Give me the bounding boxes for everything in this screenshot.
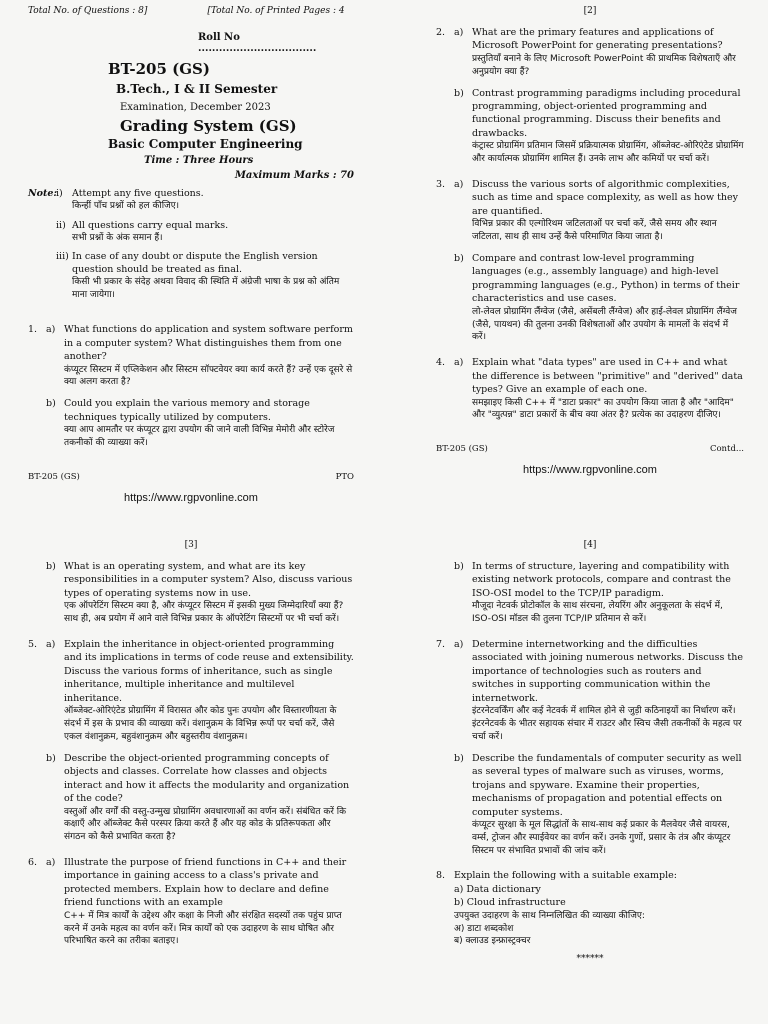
question-number: 6. [28,856,38,868]
question-text: Describe the object-oriented programming concepts of objects and classes. Correlate how classes and objects interact and how it affects the modularity and organization of the code? [64,752,350,805]
page-1 [0,0,384,512]
note-item: i) Attempt any five questions. किन्हीं पाँच प्रश्नों को हल कीजिए। [56,188,204,212]
part-label: b) [46,752,56,764]
question-text: Illustrate the purpose of friend functions in C++ and their importance in gaining access to a class's private and protected members. Explain how to declare and define friend functions with an example [64,856,347,909]
exam-session: Examination, December 2023 [120,102,271,113]
page-number: [4] [583,540,597,550]
question-text-hindi: एक ऑपरेटिंग सिस्टम क्या है, और कंप्यूटर सिस्टम में इसकी मुख्य जिम्मेदारियाँ क्या हैं? साथ ही, अब प्रयोग में आने वाले विभिन्न प्रकार के ऑपरेटिंग सिस्टमों पर भी चर्चा करें। [64,601,344,625]
question-text: Compare and contrast low-level programming languages (e.g., assembly language) and high-level programming languages (e.g., Python) in terms of their characteristics and use cases. [472,252,740,305]
note-text: All questions carry equal marks. [72,219,229,231]
subject-title: Basic Computer Engineering [108,137,303,151]
part-label: b) [46,398,56,410]
total-pages: [Total No. of Printed Pages : 4 [207,6,345,16]
page-header-line [28,6,354,16]
question-text-hindi: प्रस्तुतियाँ बनाने के लिए Microsoft PowerPoint की प्राथमिक विशेषताएँ और अनुप्रयोग क्या हैं? [472,53,736,77]
footer-contd: Contd... [709,444,744,455]
page-4 [384,512,768,1024]
page-3 [0,512,384,1024]
question-text: Contrast programming paradigms including procedural programming, object-oriented programming and functional programming. Discuss their benefits and drawbacks. [472,87,741,139]
website-url[interactable]: https://www.rgpvonline.com [523,464,657,477]
part-label: b) [46,561,56,572]
question-text-hindi: इंटरनेटवर्किंग और कई नेटवर्क में शामिल होने से जुड़ी कठिनाइयों का निर्धारण करें। इंटरनेटवर्क के भीतर सहायक संचार में राउटर और स्विच जैसी तकनीकों के महत्व पर चर्चा करें। [472,706,742,742]
question-1 [28,323,354,449]
question-text: What is an operating system, and what are its key responsibilities in a computer system? Also, discuss various types of operating systems now in use. [64,561,353,599]
question-5 [28,638,354,844]
question-text: In terms of structure, layering and compatibility with existing network protocols, compare and contrast the ISO-OSI model to the TCP/IP paradigm. [472,561,731,599]
note-text-hindi: किसी भी प्रकार के संदेह अथवा विवाद की स्थिति में अंग्रेजी भाषा के प्रश्न को अंतिम माना जायेगा। [72,277,340,300]
footer-pto: PTO [335,471,354,482]
grading-system: Grading System (GS) [120,117,297,135]
part-label: a) [46,856,56,868]
question-number: 1. [28,324,38,336]
website-url[interactable]: https://www.rgpvonline.com [124,491,258,504]
maximum-marks: Maximum Marks : 70 [234,170,354,181]
list-item: b) Cloud infrastructure [454,897,566,909]
question-text-hindi: C++ में मित्र कार्यों के उद्देश्य और कक्षा के निजी और संरक्षित सदस्यों तक पहुंच प्राप्त करने में उनके महत्व का वर्णन करें। मित्र कार्यों को एक उदाहरण के साथ घोषित और परिभाषित करने का तरीका बताइए। [64,910,342,947]
page-number: [2] [583,6,597,16]
question-text-hindi: कंट्रास्ट प्रोग्रामिंग प्रतिमान जिसमें प्रक्रियात्मक प्रोग्रामिंग, ऑब्जेक्ट-ओरिएंटेड प्रोग्रामिंग और कार्यात्मक प्रोग्रामिंग शामिल हैं। उनके लाभ और कमियों पर चर्चा करें। [472,141,744,165]
page-footer [436,444,744,454]
question-text: Explain what "data types" are used in C++ and what the difference is between "primitive" and "derived" data types? Give an example of each one. [472,357,743,396]
note-label: Note: [28,188,57,199]
part-label: a) [454,357,464,369]
part-label: a) [46,638,56,650]
item-list [454,883,744,910]
question-text-hindi: मौजूदा नेटवर्क प्रोटोकॉल के साथ संरचना, लेयरिंग और अनुकूलता के संदर्भ में, ISO-OSI मॉडल की तुलना TCP/IP प्रतिमान से करें। [472,601,723,625]
question-7 [436,638,744,857]
question-text-hindi: ऑब्जेक्ट-ओरिएंटेड प्रोग्रामिंग में विरासत और कोड पुनः उपयोग और विस्तारणीयता के संदर्भ में इस के प्रभाव की व्याख्या करें। वंशानुक्रम के विभिन्न रूपों पर चर्चा करें, जैसे एकल वंशानुक्रम, बहुवंशानुक्रम और बहुस्तरीय वंशानुक्रम। [64,706,337,742]
question-text-hindi: कंप्यूटर सिस्टम में एप्लिकेशन और सिस्टम सॉफ्टवेयर क्या कार्य करते हैं? उन्हें एक दूसरे से क्या अलग करता है? [64,364,353,388]
course-name: B.Tech., I & II Semester [116,82,278,96]
question-number: 2. [436,27,446,38]
question-text: What functions do application and system software perform in a computer system? What distinguishes them from one another? [64,324,353,363]
paper-code: BT-205 (GS) [108,60,210,78]
part-label: a) [46,324,56,336]
question-number: 8. [436,870,446,882]
question-text-hindi: समझाइए किसी C++ में "डाटा प्रकार" का उपयोग किया जाता है और "आदिम" और "व्युत्पन्न" डाटा प्रकारों के बीच क्या अंतर है? प्रत्येक का उदाहरण दीजिए। [472,397,734,421]
question-text-hindi: उपयुक्त उदाहरण के साथ निम्नलिखित की व्याख्या कीजिए: [454,910,645,921]
instructions [28,187,354,301]
list-item: a) Data dictionary [454,883,541,895]
question-text-hindi: लो-लेवल प्रोग्रामिंग लैंग्वेज (जैसे, असेंबली लैंग्वेज) और हाई-लेवल प्रोग्रामिंग लैंग्वेज (जैसे, पायथन) की तुलना उनकी विशेषताओं और उपयोग के मामलों के संदर्भ में करें। [472,306,737,343]
part-label: a) [454,27,464,38]
question-text: Explain the inheritance in object-oriented programming and its implications in terms of code reuse and extensibility. Discuss the various forms of inheritance, such as single inheritance, multiple inheritance and multilevel inheritance. [64,638,354,704]
question-text-hindi: क्या आप आमतौर पर कंप्यूटर द्वारा उपयोग की जाने वाली विभिन्न मेमोरी और स्टोरेज तकनीकों की व्याख्या करें। [64,425,335,448]
roll-number-field: Roll No .................................. [198,32,317,54]
note-item: ii) All questions carry equal marks. सभी प्रश्नों के अंक समान हैं। [56,219,354,245]
question-number: 7. [436,638,446,650]
question-text: Could you explain the various memory and storage techniques typically utilized by computers. [64,398,310,423]
question-text: Describe the fundamentals of computer security as well as several types of malware such as viruses, worms, trojans and spyware. Examine their properties, mechanisms of propagation and potential effects on computer systems. [472,752,742,818]
part-label: a) [454,638,464,650]
page-2 [384,0,768,512]
end-marker: ****** [576,954,604,965]
footer-code: BT-205 (GS) [436,444,488,455]
page-footer [28,472,354,482]
part-label: b) [454,87,464,99]
question-2 [436,26,744,166]
question-number: 3. [436,178,446,190]
question-text: Determine internetworking and the difficulties associated with joining numerous networks. Discuss the importance of technologies such as routers and switches in supporting communication within the internetwork. [472,638,743,704]
part-label: b) [454,752,464,764]
question-text: What are the primary features and applications of Microsoft PowerPoint for generating presentations? [472,27,723,52]
note-text: Attempt any five questions. [72,188,204,199]
footer-code: BT-205 (GS) [28,471,80,482]
question-4 [436,356,744,422]
question-text-hindi: कंप्यूटर सुरक्षा के मूल सिद्धांतों के साथ-साथ कई प्रकार के मैलवेयर जैसे वायरस, वर्म्स, ट्रोजन और स्पाईवेयर का वर्णन करें। उनके गुणों, प्रसार के तंत्र और कंप्यूटर सिस्टम पर संभावित प्रभावों की जांच करें। [472,820,731,856]
question-6 [28,856,354,948]
question-number: 4. [436,357,446,369]
question-text: Explain the following with a suitable example: [454,870,677,882]
part-label: b) [454,561,464,572]
note-text-hindi: सभी प्रश्नों के अंक समान हैं। [72,232,163,243]
question-text: Discuss the various sorts of algorithmic complexities, such as time and space complexity, as well as how they are quantified. [472,178,739,217]
part-label: b) [454,252,464,264]
list-item-hindi: ब) क्लाउड इन्फ्रास्ट्रक्चर [454,936,531,947]
question-8 [436,869,744,948]
exam-header [108,60,354,166]
question-text-hindi: वस्तुओं और वर्गों की वस्तु-उन्मुख प्रोग्रामिंग अवधारणाओं का वर्णन करें। संबंधित करें कि कक्षाएँ और ऑब्जेक्ट कैसे परस्पर क्रिया करते हैं और यह कोड के प्रतिरूपकता और संगठन को कैसे प्रभावित करता है? [64,806,347,843]
note-item: iii) In case of any doubt or dispute the English version question should be treated as final. किसी भी प्रकार के संदेह अथवा विवाद की स्थिति में अंग्रेजी भाषा के प्रश्न को अंतिम माना जायेगा। [56,250,354,301]
list-item-hindi: अ) डाटा शब्दकोश [454,923,514,934]
question-6b [436,560,744,626]
total-questions: Total No. of Questions : 8] [28,6,148,16]
question-4b [28,560,354,626]
question-number: 5. [28,638,38,650]
page-number: [3] [184,540,198,550]
question-text-hindi: विभिन्न प्रकार की एल्गोरिथम जटिलताओं पर चर्चा करें, जैसे समय और स्थान जटिलता, साथ ही साथ उन्हें कैसे परिमाणित किया जाता है। [472,219,717,243]
exam-duration: Time : Three Hours [144,155,254,166]
question-3 [436,178,744,344]
note-text: In case of any doubt or dispute the English version question should be treated as final. [72,251,318,276]
note-text-hindi: किन्हीं पाँच प्रश्नों को हल कीजिए। [72,201,180,212]
part-label: a) [454,178,464,190]
